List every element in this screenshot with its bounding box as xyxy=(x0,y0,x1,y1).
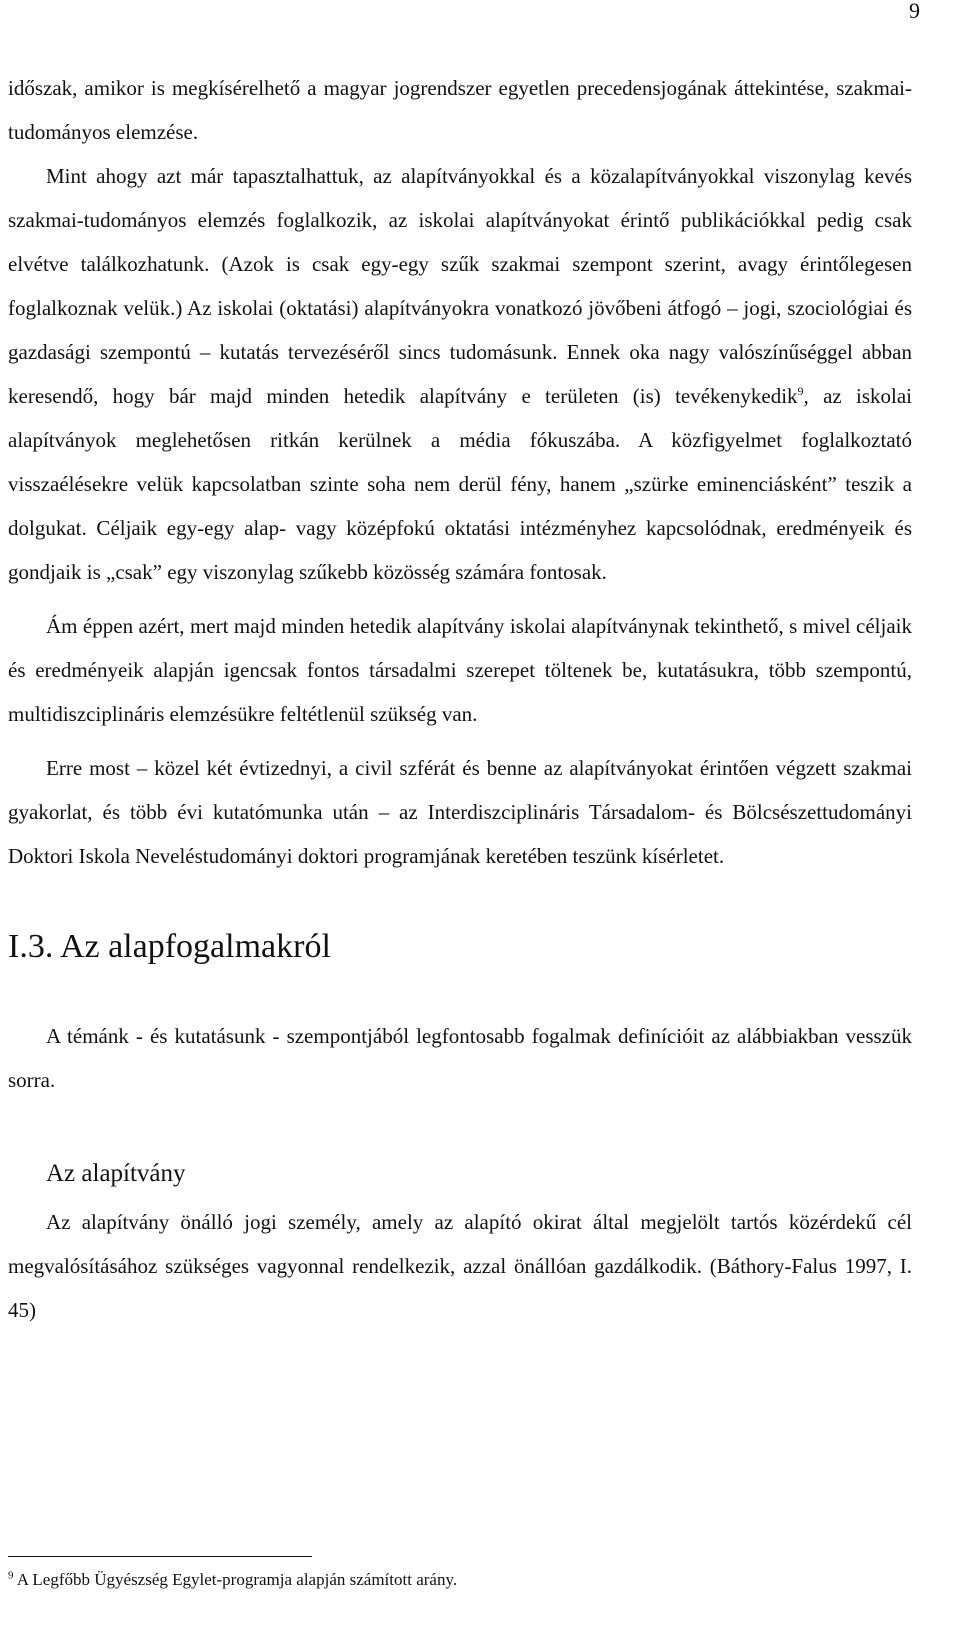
paragraph-context-text-a: Mint ahogy azt már tapasztalhattuk, az alapítványokkal és a közalapítványokkal viszonylag kevés szakmai-tudományos elemzés foglalkozik, az iskolai alapítványokat érintő publikációkkal pedig csak elvétve találkozhatunk. (Azok is csak egy-egy szűk szakmai szempont szerint, avagy érintőlegesen foglalkoznak velük.) Az iskolai (oktatási) alapítványokra vonatkozó jövőbeni átfogó – jogi, szociológiai és gazdasági szempontú – kutatás tervezéséről sincs tudomásunk. Ennek oka nagy valószínűséggel abban keresendő, hogy bár majd minden hetedik alapítvány e területen (is) tevékenykedik xyxy=(8,164,912,408)
paragraph-context-text-b: , az iskolai alapítványok meglehetősen ritkán kerülnek a média fókuszába. A közfigyelmet foglalkoztató visszaélésekre velük kapcsolatban szinte soha nem derül fény, hanem „szürke eminenciásként” teszik a dolgukat. Céljaik egy-egy alap- vagy középfokú oktatási intézményhez kapcsolódnak, eredményeik és gondjaik is „csak” egy viszonylag szűkebb közösség számára fontosak. xyxy=(8,384,912,584)
page-body xyxy=(8,66,912,1332)
subsection-heading: Az alapítvány xyxy=(46,1160,186,1187)
page-number: 9 xyxy=(909,0,920,23)
paragraph-research: Erre most – közel két évtizednyi, a civil szférát és benne az alapítványokat érintően végzett szakmai gyakorlat, és több évi kutatómunka után – az Interdiszciplináris Társadalom- és Bölcsészettudományi Doktori Iskola Neveléstudományi doktori programjának keretében teszünk kísérletet. xyxy=(8,756,912,868)
footnote xyxy=(8,1568,457,1592)
footnote-text: A Legfőbb Ügyészség Egylet-programja alapján számított arány. xyxy=(13,1570,458,1589)
footnote-divider xyxy=(8,1556,312,1557)
paragraph-continuation: időszak, amikor is megkísérelhető a magyar jogrendszer egyetlen precedensjogának áttekintése, szakmai-tudományos elemzése. xyxy=(8,76,912,144)
section-heading: I.3. Az alapfogalmakról xyxy=(8,928,331,965)
definition-paragraph: Az alapítvány önálló jogi személy, amely az alapító okirat által megjelölt tartós közérdekű cél megvalósításához szükséges vagyonnal rendelkezik, azzal önállóan gazdálkodik. (Báthory-Falus 1997, I. 45) xyxy=(8,1210,912,1322)
paragraph-importance: Ám éppen azért, mert majd minden hetedik alapítvány iskolai alapítványnak tekinthető, s mivel céljaik és eredményeik alapján igencsak fontos társadalmi szerepet töltenek be, kutatásukra, több szempontú, multidiszciplináris elemzésükre feltétlenül szükség van. xyxy=(8,614,912,726)
footnote-reference[interactable]: 9 xyxy=(797,384,804,398)
section-intro: A témánk - és kutatásunk - szempontjából legfontosabb fogalmak definícióit az alábbiakban vesszük sorra. xyxy=(8,1024,912,1092)
footnote-marker: 9 xyxy=(8,1569,14,1582)
paragraph-context xyxy=(8,154,912,594)
